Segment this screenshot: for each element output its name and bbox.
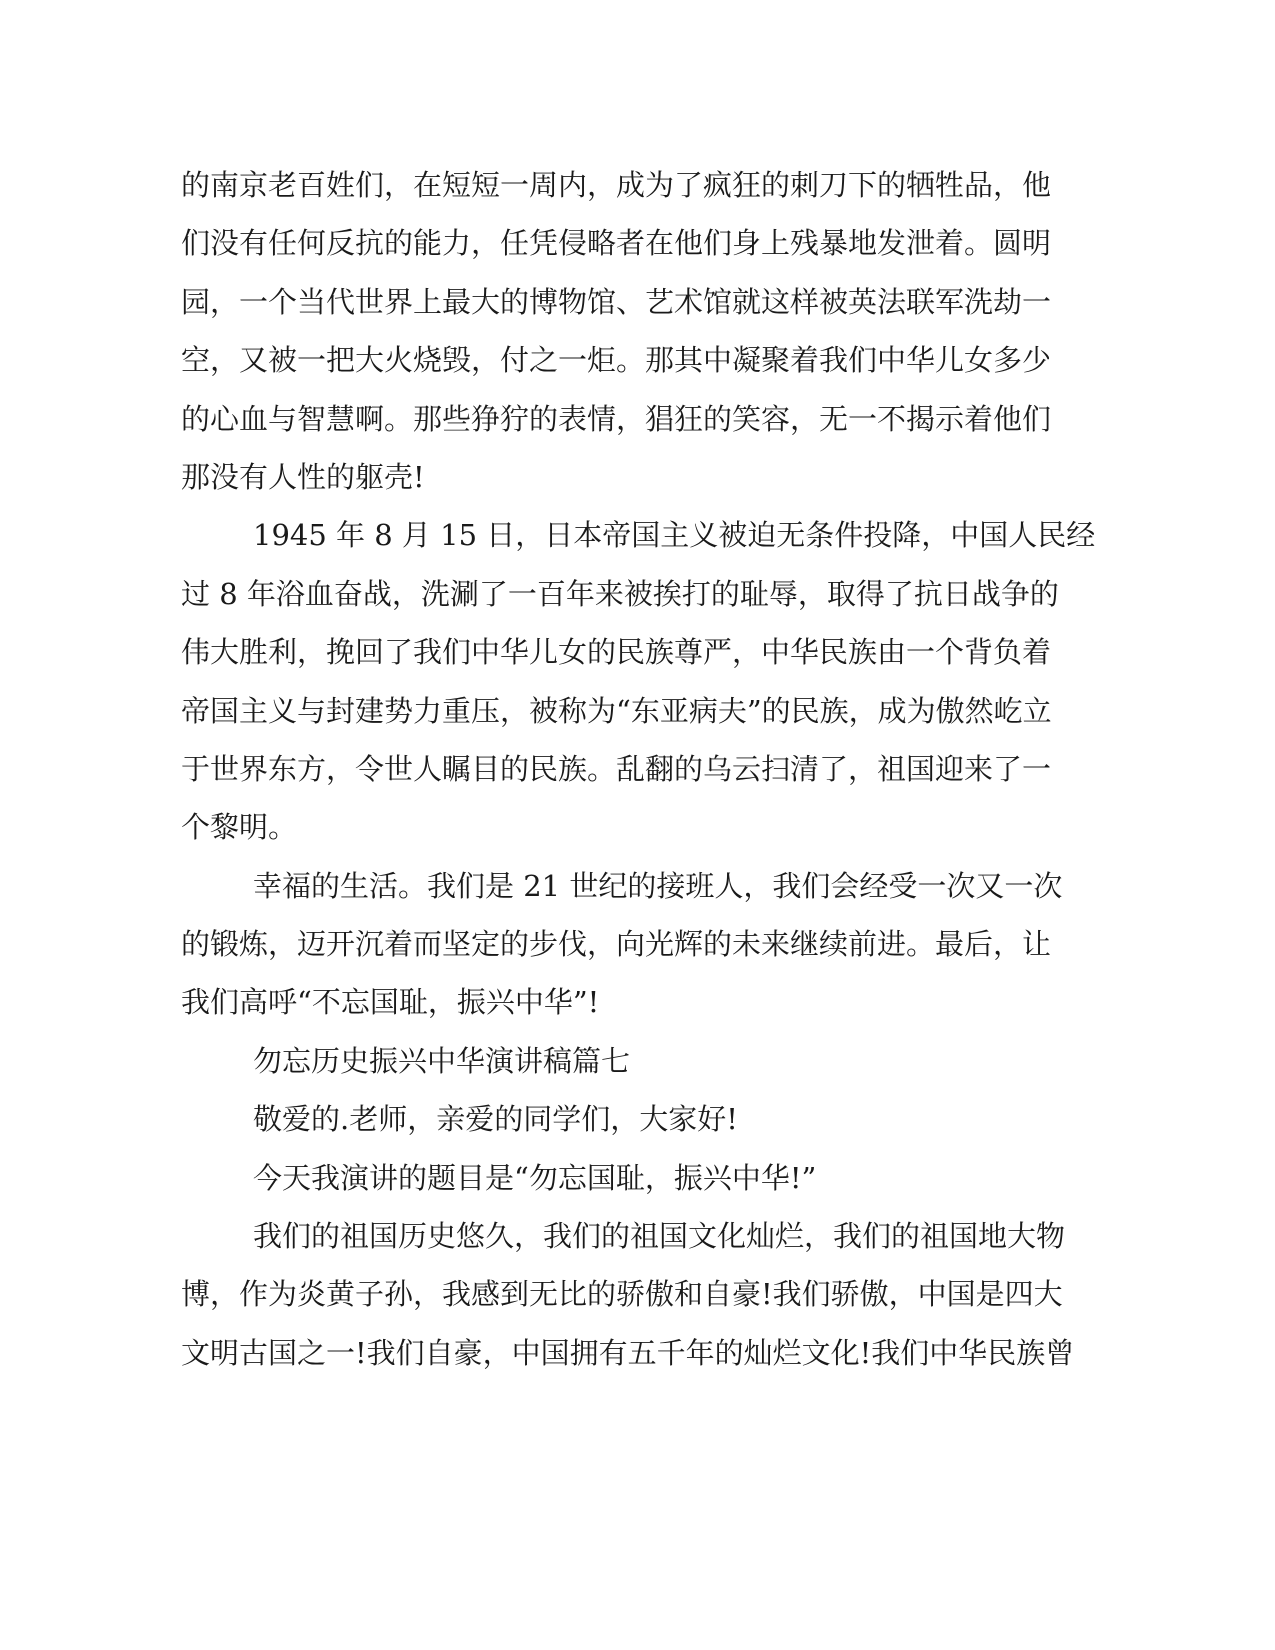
text-line-21: 文明古国之一!我们自豪，中国拥有五千年的灿烂文化!我们中华民族曾 (181, 1335, 1075, 1370)
body-text (181, 156, 1096, 1382)
text-line-3: 园，一个当代世界上最大的博物馆、艺术馆就这样被英法联军洗劫一 (181, 284, 1052, 319)
text-line-2: 们没有任何反抗的能力，任凭侵略者在他们身上残暴地发泄着。圆明 (181, 226, 1052, 261)
text-line-6: 那没有人性的躯壳! (181, 459, 425, 494)
text-line-12: 个黎明。 (181, 810, 298, 845)
text-line-10: 帝国主义与封建势力重压，被称为“东亚病夫”的民族，成为傲然屹立 (181, 693, 1052, 728)
section-heading: 勿忘历史振兴中华演讲稿篇七 (253, 1043, 631, 1078)
text-line-9: 伟大胜利，挽回了我们中华儿女的民族尊严，中华民族由一个背负着 (181, 635, 1052, 670)
text-line-5: 的心血与智慧啊。那些狰狞的表情，猖狂的笑容，无一不揭示着他们 (181, 401, 1052, 436)
text-line-7: 1945 年 8 月 15 日，日本帝国主义被迫无条件投降，中国人民经 (253, 518, 1096, 553)
topic-line: 今天我演讲的题目是“勿忘国耻，振兴中华!” (253, 1160, 817, 1195)
text-line-8: 过 8 年浴血奋战，洗涮了一百年来被挨打的耻辱，取得了抗日战争的 (181, 576, 1059, 611)
text-line-14: 的锻炼，迈开沉着而坚定的步伐，向光辉的未来继续前进。最后，让 (181, 927, 1052, 962)
text-line-19: 我们的祖国历史悠久，我们的祖国文化灿烂，我们的祖国地大物 (253, 1219, 1066, 1254)
text-line-4: 空，又被一把大火烧毁，付之一炬。那其中凝聚着我们中华儿女多少 (181, 343, 1052, 378)
text-line-1: 的南京老百姓们，在短短一周内，成为了疯狂的刺刀下的牺牲品，他 (181, 168, 1052, 202)
text-line-15: 我们高呼“不忘国耻，振兴中华”! (181, 985, 600, 1020)
text-line-13: 幸福的生活。我们是 21 世纪的接班人，我们会经受一次又一次 (253, 868, 1063, 903)
greeting-line: 敬爱的.老师，亲爱的同学们，大家好! (253, 1102, 738, 1137)
text-line-11: 于世界东方，令世人瞩目的民族。乱翻的乌云扫清了，祖国迎来了一 (181, 751, 1052, 786)
text-line-20: 博，作为炎黄子孙，我感到无比的骄傲和自豪!我们骄傲，中国是四大 (181, 1277, 1063, 1312)
